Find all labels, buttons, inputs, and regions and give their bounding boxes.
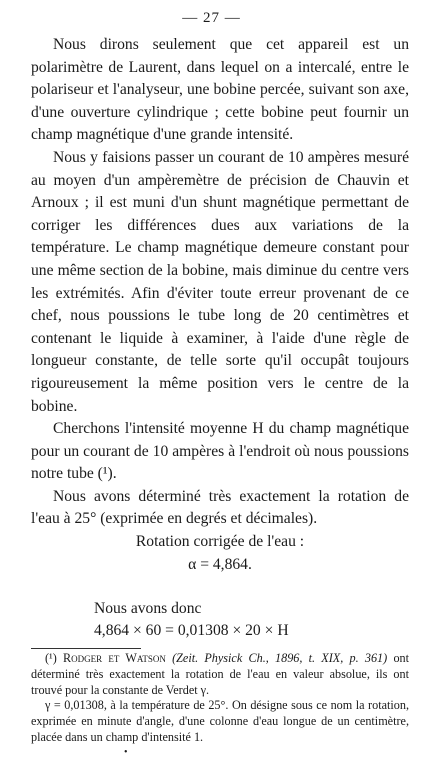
footnote-rule [31,648,141,649]
nous-avons-donc: Nous avons donc [94,600,202,617]
paragraph-corrected-rotation: Rotation corrigée de l'eau : [135,533,305,551]
footnote-text-1: ont déterminé très exactement la rotation de l'eau en valeur absolue, ils ont trouvé pour la constante de Verdet γ. [31,651,410,697]
paragraph-water-rotation: Nous avons déterminé très exactement la rotation de l'eau à 25° (exprimée en degrés et décimales). [31,487,409,528]
page-speck: • [124,747,128,758]
page-number: — 27 — [182,10,241,26]
footnote-authors: Rodger et Watson [63,651,166,665]
equation-main: 4,864 × 60 = 0,01308 × 20 × H [94,622,289,639]
paragraph-polarimeter: Nous dirons seulement que cet appareil est un polarimètre de Laurent, dans lequel on a intercalé, entre le polariseur et l'analyseur, une bobine percée, suivant son axe, d'une ouverture cylindrique ; cette bobine peut fournir un champ magnétique d'une grande intensité. [31,36,409,144]
footnote-paragraph-2 [31,698,409,745]
footnote [31,651,409,746]
body-text [31,34,409,576]
footnote-marker: (¹) [45,651,57,665]
paragraph-field-intensity: Cherchons l'intensité moyenne H du champ magnétique pour un courant de 10 ampères à l'endroit où nous poussions notre tube (¹). [31,420,409,483]
footnote-paragraph-1 [31,651,409,698]
paragraph-current: Nous y faisions passer un courant de 10 ampères mesuré au moyen d'un ampèremètre de précision de Chauvin et Arnoux ; il est muni d'un shunt magnétique permettant de corriger les différences dues aux variations de la température. Le champ magnétique demeure constant pour une même section de la bobine, mais diminue du centre vers les extrémités. Afin d'éviter toute erreur provenant de ce chef, nous poussions le tube long de 20 centimètres et contenant le liquide à examiner, à l'aide d'une règle de longueur constante, de telle sorte qu'il occupât toujours rigoureusement la même position vers le centre de la bobine. [31,148,409,415]
footnote-text-2: γ = 0,01308, à la température de 25°. On désigne sous ce nom la rotation, exprimée en minute d'angle, d'une colonne d'eau longue de un centimètre, placée dans un champ d'intensité 1. [31,698,409,744]
footnote-citation: (Zeit. Physick Ch., 1896, t. XIX, p. 361) [172,651,388,665]
equation-alpha: α = 4,864. [188,555,252,573]
